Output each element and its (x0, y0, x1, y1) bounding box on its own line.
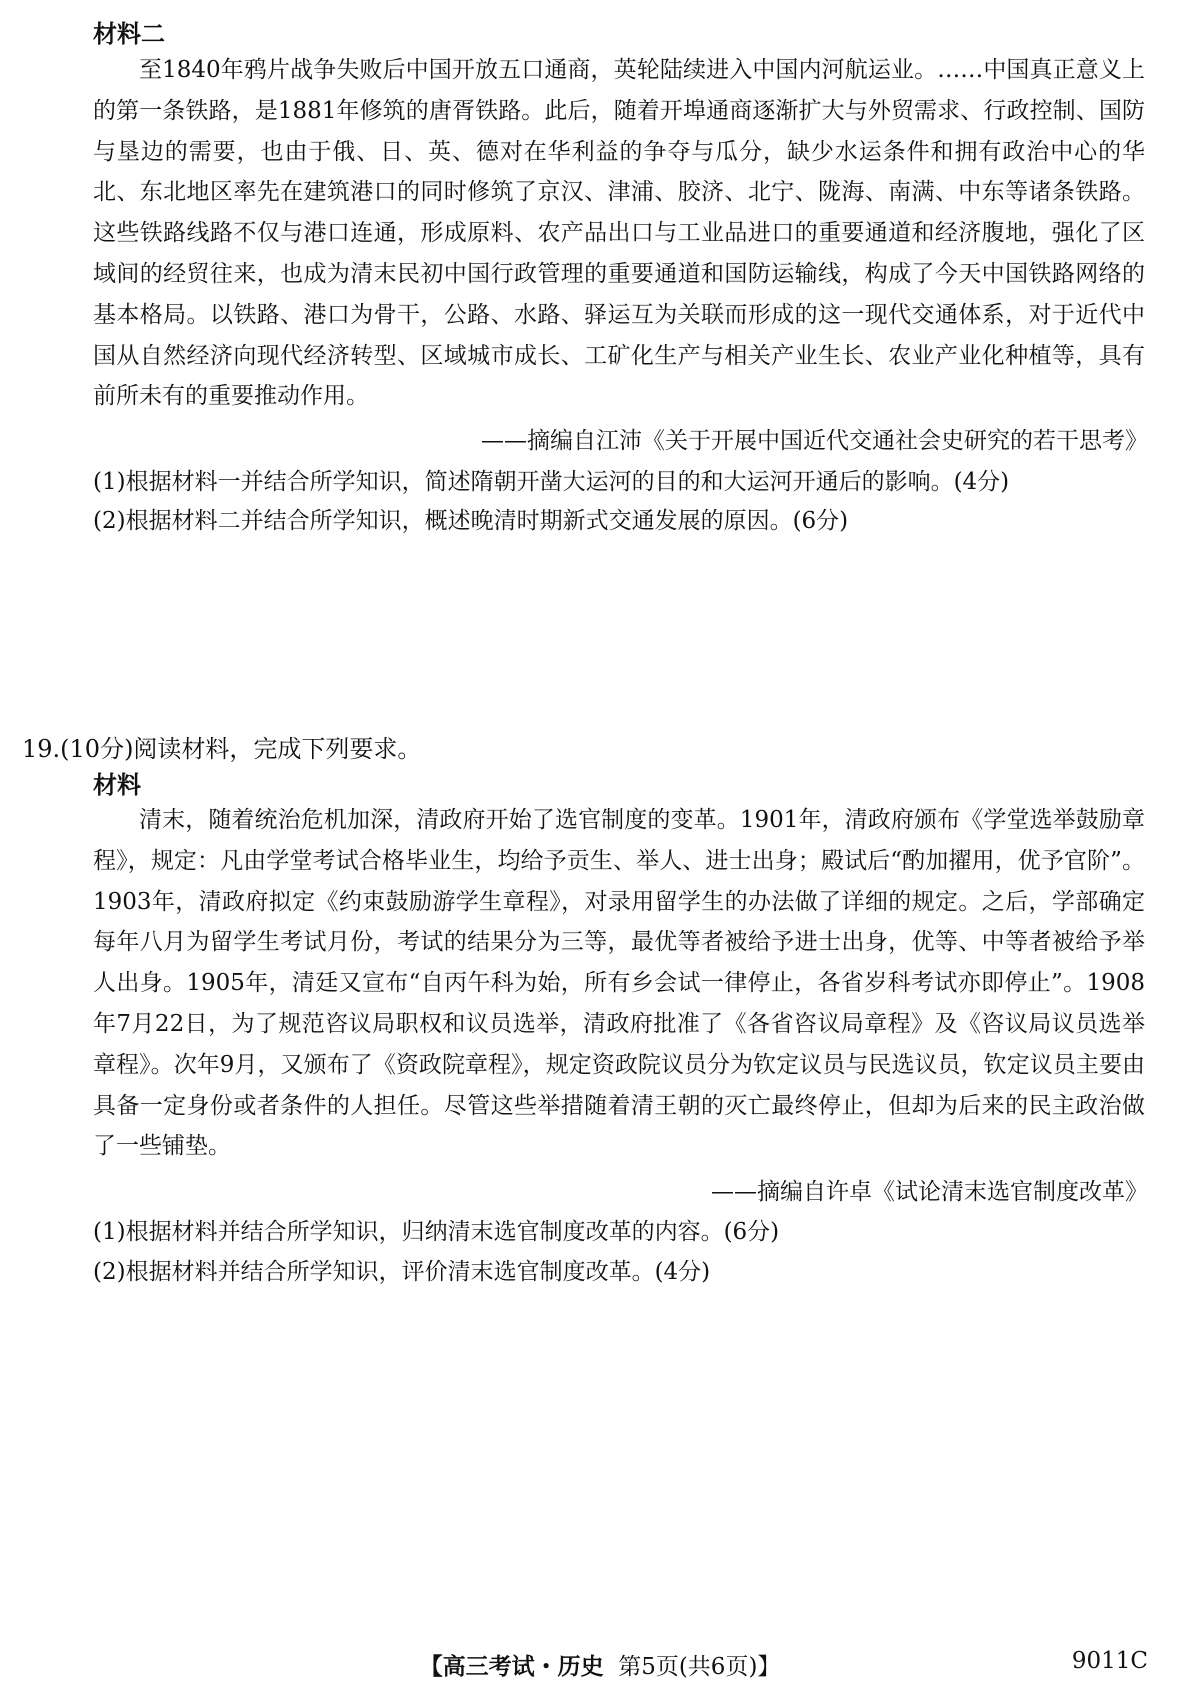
q19-material-paragraph: 清末，随着统治危机加深，清政府开始了选官制度的变革。1901年，清政府颁布《学堂选举鼓励章程》，规定：凡由学堂考试合格毕业生，均给予贡生、举人、进士出身；殿试后“酌加擢用，优予官阶”。1903年，清政府拟定《约束鼓励游学生章程》，对录用留学生的办法做了详细的规定。之后，学部确定每年八月为留学生考试月份，考试的结果分为三等，最优等者被给予进士出身，优等、中等者被给予举人出身。1905年，清廷又宣布“自丙午科为始，所有乡会试一律停止，各省岁科考试亦即停止”。1908年7月22日，为了规范咨议局职权和议员选举，清政府批准了《各省咨议局章程》及《咨议局议员选举章程》。次年9月，又颁布了《资政院章程》，规定资政院议员分为钦定议员与民选议员，钦定议员主要由具备一定身份或者条件的人担任。尽管这些举措随着清王朝的灭亡最终停止，但却为后来的民主政治做了一些铺垫。 (93, 807, 1145, 1160)
material2-source: ——摘编自江沛《关于开展中国近代交通社会史研究的若干思考》 (481, 428, 1148, 454)
footer-exam-title: 【高三考试・历史 (419, 1653, 604, 1680)
material2-question-1: (1)根据材料一并结合所学知识，简述隋朝开凿大运河的目的和大运河开通后的影响。(4分) (93, 469, 1010, 495)
q19-material-heading: 材料 (93, 770, 141, 799)
footer-page-number: 第5页(共6页)】 (618, 1654, 781, 1680)
material2-heading: 材料二 (93, 19, 165, 48)
footer-exam-info (0, 1648, 1200, 1681)
question-19-title: 19.(10分)阅读材料，完成下列要求。 (22, 735, 422, 763)
footer-exam-code: 9011C (1071, 1648, 1148, 1674)
q19-source: ——摘编自许卓《试论清末选官制度改革》 (711, 1179, 1148, 1205)
q19-question-2: (2)根据材料并结合所学知识，评价清末选官制度改革。(4分) (93, 1259, 711, 1285)
material2-paragraph: 至1840年鸦片战争失败后中国开放五口通商，英轮陆续进入中国内河航运业。……中国真正意义上的第一条铁路，是1881年修筑的唐胥铁路。此后，随着开埠通商逐渐扩大与外贸需求、行政控制、国防与垦边的需要，也由于俄、日、英、德对在华利益的争夺与瓜分，缺少水运条件和拥有政治中心的华北、东北地区率先在建筑港口的同时修筑了京汉、津浦、胶济、北宁、陇海、南满、中东等诸条铁路。这些铁路线路不仅与港口连通，形成原料、农产品出口与工业品进口的重要通道和经济腹地，强化了区域间的经贸往来，也成为清末民初中国行政管理的重要通道和国防运输线，构成了今天中国铁路网络的基本格局。以铁路、港口为骨干，公路、水路、驿运互为关联而形成的这一现代交通体系，对于近代中国从自然经济向现代经济转型、区域城市成长、工矿化生产与相关产业生长、农业产业化种植等，具有前所未有的重要推动作用。 (93, 57, 1145, 410)
page-footer (0, 1644, 1200, 1684)
q19-question-1: (1)根据材料并结合所学知识，归纳清末选官制度改革的内容。(6分) (93, 1219, 780, 1245)
material2-question-2: (2)根据材料二并结合所学知识，概述晚清时期新式交通发展的原因。(6分) (93, 508, 849, 534)
